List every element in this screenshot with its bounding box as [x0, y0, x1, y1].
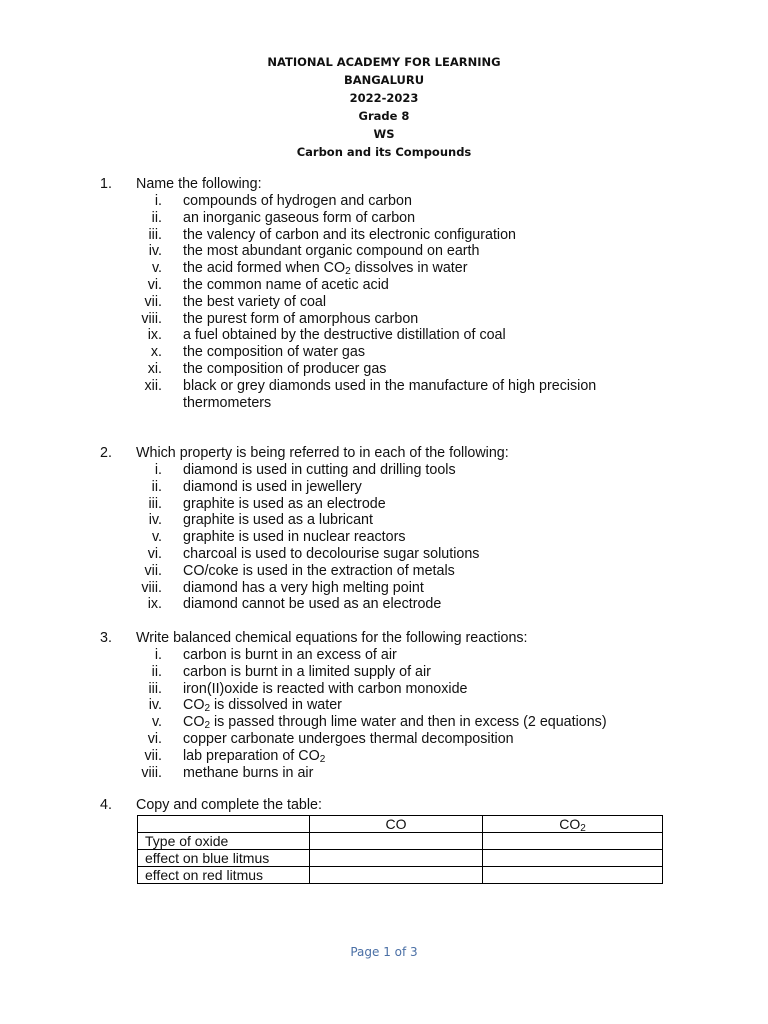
item-numeral: i. [154, 462, 162, 478]
item-text: the most abundant organic compound on earth [183, 243, 480, 260]
item-text: black or grey diamonds used in the manufacture of high precision thermometers [183, 377, 597, 411]
question-number: 3. [100, 630, 112, 646]
question-number: 1. [100, 176, 112, 192]
item-numeral: ii. [151, 209, 162, 226]
item-numeral: v. [151, 529, 162, 546]
item-numeral: iv. [148, 512, 162, 529]
item-text: graphite is used as a lubricant [183, 512, 373, 529]
blank-cell [483, 833, 663, 850]
table-row [138, 850, 663, 867]
blank-cell [310, 833, 483, 850]
item-text: $CO_2$ is dissolved in water [183, 697, 342, 715]
item-text: the valency of carbon and its electronic configuration [183, 226, 516, 243]
item-numeral: i. [154, 647, 162, 663]
item-text: copper carbonate undergoes thermal decomposition [183, 730, 514, 747]
item-text: the common name of acetic acid [183, 276, 389, 293]
table-header-row [138, 816, 663, 833]
item-text: diamond is used in jewellery [183, 478, 362, 495]
table-row [138, 867, 663, 884]
item-numeral: vi. [147, 276, 162, 293]
worksheet-header [0, 53, 768, 161]
item-text: charcoal is used to decolourise sugar solutions [183, 545, 480, 562]
item-text: lab preparation of $CO_2$ [183, 747, 326, 765]
item-numeral: viii. [141, 310, 162, 327]
item-numeral: x. [150, 344, 162, 361]
item-text: compounds of hydrogen and carbon [183, 193, 412, 209]
item-text: an inorganic gaseous form of carbon [183, 209, 416, 226]
item-numeral: vii. [144, 562, 162, 579]
item-text: a fuel obtained by the destructive distillation of coal [183, 327, 506, 344]
item-text: graphite is used as an electrode [183, 495, 386, 512]
item-numeral: viii. [141, 764, 162, 781]
item-text: diamond is used in cutting and drilling tools [183, 462, 456, 478]
question-text: Write balanced chemical equations for the following reactions: [136, 630, 528, 646]
item-text: methane burns in air [183, 764, 314, 781]
item-numeral: iii. [148, 226, 162, 243]
item-text: the purest form of amorphous carbon [183, 310, 419, 327]
item-numeral: xi. [147, 360, 162, 377]
item-text: the acid formed when $CO_2$ dissolves in water [183, 260, 468, 278]
item-text: diamond cannot be used as an electrode [183, 596, 442, 613]
academic-year: 2022-2023 [349, 91, 419, 105]
item-numeral: v. [151, 260, 162, 277]
blank-cell [483, 867, 663, 884]
grade: Grade 8 [358, 109, 410, 123]
item-numeral: ix. [147, 596, 162, 613]
item-numeral: vii. [144, 747, 162, 764]
question-text: Which property is being referred to in each of the following: [136, 445, 509, 461]
item-numeral: ix. [147, 327, 162, 344]
item-numeral: vii. [144, 293, 162, 310]
item-text: CO/coke is used in the extraction of metals [183, 562, 455, 579]
blank-cell [310, 850, 483, 867]
city: BANGALURU [343, 73, 425, 87]
item-text: carbon is burnt in a limited supply of air [183, 663, 431, 680]
item-numeral: viii. [141, 579, 162, 596]
table-row [138, 833, 663, 850]
question-text: Name the following: [136, 176, 262, 192]
item-text: the composition of water gas [183, 344, 365, 361]
item-numeral: iii. [148, 680, 162, 697]
item-text: iron(II)oxide is reacted with carbon monoxide [183, 680, 468, 697]
item-numeral: vi. [147, 545, 162, 562]
page-number: Page 1 of 3 [350, 945, 418, 959]
question-number: 2. [100, 445, 112, 461]
item-text: the composition of producer gas [183, 360, 387, 377]
oxide-table [137, 815, 663, 884]
item-numeral: xii. [144, 377, 162, 394]
blank-cell [310, 867, 483, 884]
item-numeral: ii. [151, 663, 162, 680]
item-numeral: v. [151, 714, 162, 731]
row-label: effect on blue litmus [138, 850, 310, 867]
table-corner-cell [138, 816, 310, 833]
question-text: Copy and complete the table: [136, 797, 322, 813]
item-numeral: iii. [148, 495, 162, 512]
column-header-co2: $CO_2$ [483, 816, 663, 833]
item-numeral: vi. [147, 730, 162, 747]
sheet-type: WS [373, 127, 395, 141]
row-label: effect on red litmus [138, 867, 310, 884]
school-name: NATIONAL ACADEMY FOR LEARNING [267, 55, 501, 69]
item-text: the best variety of coal [183, 293, 327, 310]
item-numeral: i. [154, 193, 162, 209]
item-numeral: iv. [148, 697, 162, 714]
item-numeral: iv. [148, 243, 162, 260]
blank-cell [483, 850, 663, 867]
item-text: $CO_2$ is passed through lime water and then in excess (2 equations) [183, 714, 607, 732]
item-text: graphite is used in nuclear reactors [183, 529, 406, 546]
item-text: carbon is burnt in an excess of air [183, 647, 397, 663]
row-label: Type of oxide [138, 833, 310, 850]
item-text: diamond has a very high melting point [183, 579, 424, 596]
column-header-co: CO [310, 816, 483, 833]
question-number: 4. [100, 797, 112, 813]
item-numeral: ii. [151, 478, 162, 495]
topic-title: Carbon and its Compounds [296, 145, 472, 159]
